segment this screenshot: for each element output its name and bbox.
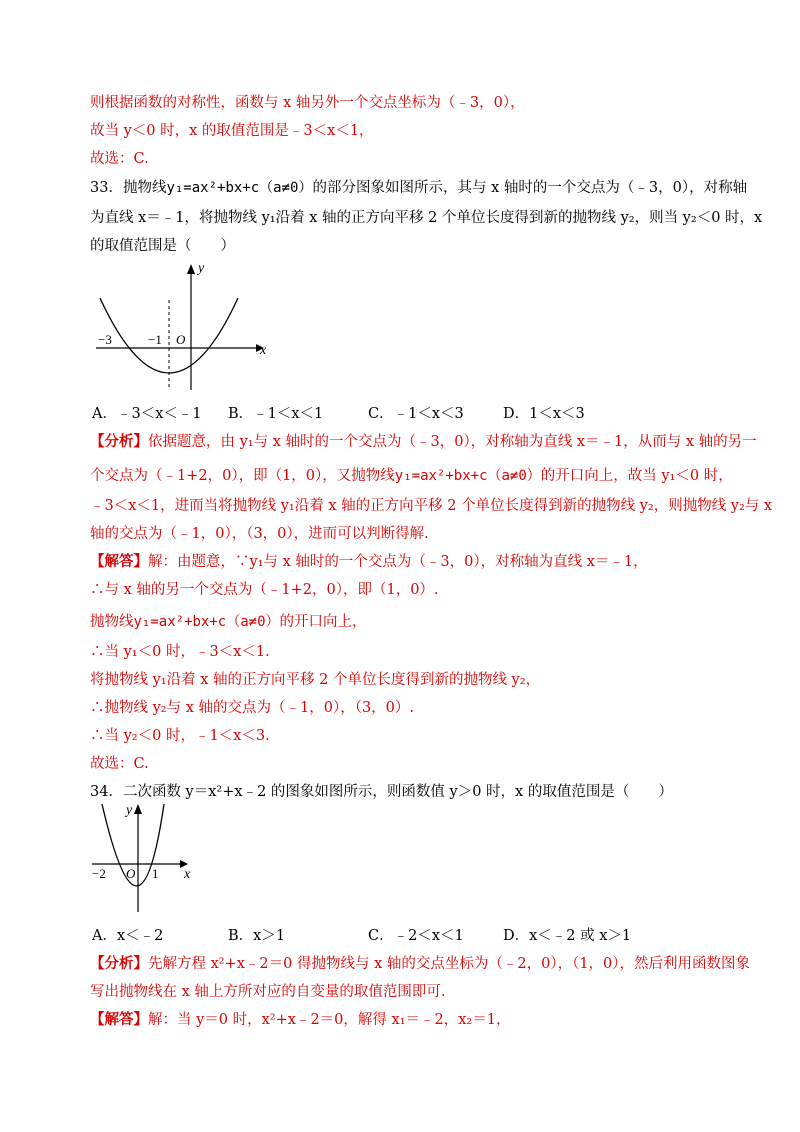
y-axis-arrow <box>134 804 142 814</box>
question-text: 为直线 x＝﹣1，将抛物线 y₁沿着 x 轴的正方向平移 2 个单位长度得到新的抛物线 y₂，则当 y₂＜0 时，x <box>90 210 763 226</box>
answer-line <box>90 552 648 572</box>
analysis-line <box>90 466 733 486</box>
tick-label-neg2: −2 <box>92 866 106 881</box>
option-d[interactable]: D．1＜x＜3 <box>503 406 585 422</box>
y-axis-arrow <box>187 264 195 274</box>
formula: y₁=ax²+bx+c（a≠0） <box>133 614 280 630</box>
answer-text: 解：当 y＝0 时，x²+x﹣2＝0，解得 x₁＝﹣2，x₂＝1， <box>148 1012 511 1028</box>
formula: y₁=ax²+bx+c（a≠0） <box>394 468 541 484</box>
answer-text: 抛物线 <box>90 614 134 630</box>
answer-text: 解：由题意，∵y₁与 x 轴时的一个交点为（﹣3，0），对称轴为直线 x＝﹣1， <box>148 554 648 570</box>
analysis-text: 写出抛物线在 x 轴上方所对应的自变量的取值范围即可. <box>90 984 446 1000</box>
question-33-line <box>90 178 747 198</box>
y-label: y <box>198 261 205 276</box>
analysis-tag: 【分析】 <box>90 955 148 972</box>
solution-text: 故选：C. <box>90 151 149 167</box>
y-label: y <box>126 803 133 818</box>
option-b[interactable]: B．﹣1＜x＜1 <box>228 406 324 422</box>
analysis-line <box>90 432 757 452</box>
answer-text: 将抛物线 y₁沿着 x 轴的正方向平移 2 个单位长度得到新的抛物线 y₂， <box>90 672 541 688</box>
answer-text: 的开口向上， <box>279 614 367 630</box>
option-a[interactable]: A．﹣3＜x＜﹣1 <box>92 406 202 422</box>
analysis-text: 的开口向上，故当 y₁＜0 时， <box>540 468 733 484</box>
parabola-graph-2 <box>88 800 208 920</box>
answer-text: ∴当 y₂＜0 时，﹣1＜x＜3. <box>90 728 270 744</box>
solution-text: 故当 y＜0 时，x 的取值范围是﹣3＜x＜1， <box>90 123 374 139</box>
option-d[interactable]: D．x＜﹣2 或 x＞1 <box>503 928 632 944</box>
question-text: 34．二次函数 y＝x²+x﹣2 的图象如图所示，则函数值 y＞0 时，x 的取值范围是（ ） <box>90 784 673 800</box>
answer-text: ∴与 x 轴的另一个交点为（﹣1+2，0），即（1，0）. <box>90 582 439 598</box>
analysis-text: ﹣3＜x＜1，进而当将抛物线 y₁沿着 x 轴的正方向平移 2 个单位长度得到新的抛物线 y₂，则抛物线 y₂与 x <box>90 498 773 514</box>
analysis-text: 轴的交点为（﹣1，0），（3，0），进而可以判断得解. <box>90 526 429 542</box>
tick-label-neg3: −3 <box>98 332 112 347</box>
tick-label-1: 1 <box>152 866 159 881</box>
answer-text: 故选：C. <box>90 756 149 772</box>
question-number: 33．抛物线 <box>90 180 167 196</box>
tick-label-neg1: −1 <box>148 332 162 347</box>
origin-label: O <box>126 866 136 881</box>
question-text: 的部分图象如图所示，其与 x 轴时的一个交点为（﹣3，0），对称轴 <box>312 180 748 196</box>
analysis-text: 依据题意，由 y₁与 x 轴时的一个交点为（﹣3，0），对称轴为直线 x＝﹣1，从而与 x 轴的另一 <box>148 434 757 450</box>
answer-line <box>90 1010 510 1030</box>
answer-tag: 【解答】 <box>90 1011 148 1028</box>
analysis-text: 先解方程 x²+x﹣2＝0 得抛物线与 x 轴的交点坐标为（﹣2，0），（1，0），然后利用函数图象 <box>148 956 751 972</box>
question-text: 的取值范围是（ ） <box>90 238 235 254</box>
option-b[interactable]: B．x＞1 <box>228 928 286 944</box>
x-label: x <box>260 343 267 358</box>
option-a[interactable]: A．x＜﹣2 <box>92 928 164 944</box>
parabola-graph-1 <box>88 258 288 398</box>
answer-tag: 【解答】 <box>90 553 148 570</box>
answer-text: ∴当 y₁＜0 时，﹣3＜x＜1. <box>90 644 270 660</box>
analysis-tag: 【分析】 <box>90 433 148 450</box>
answer-line <box>90 612 367 632</box>
answer-text: ∴抛物线 y₂与 x 轴的交点为（﹣1，0），（3，0）. <box>90 700 415 716</box>
origin-label: O <box>176 332 186 347</box>
option-c[interactable]: C．﹣1＜x＜3 <box>368 406 464 422</box>
option-c[interactable]: C．﹣2＜x＜1 <box>368 928 464 944</box>
x-label: x <box>184 867 191 882</box>
formula: y₁=ax²+bx+c（a≠0） <box>166 180 313 196</box>
analysis-line <box>90 954 750 974</box>
analysis-text: 个交点为（﹣1+2，0），即（1，0），又抛物线 <box>90 468 395 484</box>
solution-text: 则根据函数的对称性，函数与 x 轴另外一个交点坐标为（﹣3，0）， <box>90 95 525 111</box>
